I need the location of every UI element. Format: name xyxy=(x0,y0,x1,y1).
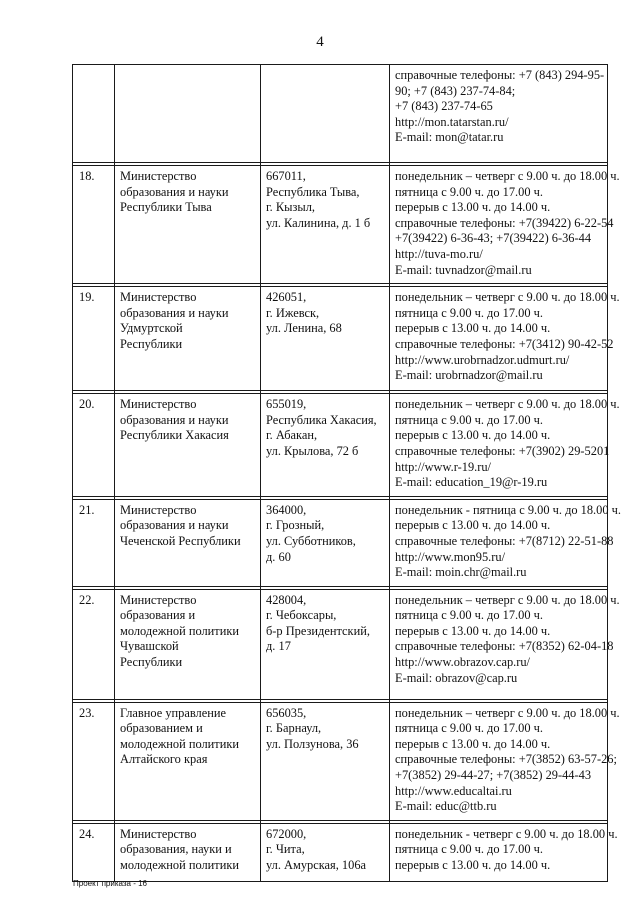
postal-address xyxy=(261,394,390,497)
contact-info-line: пятница с 9.00 ч. до 17.00 ч. xyxy=(395,721,543,736)
organization-name-line: молодежной политики xyxy=(120,623,239,638)
organization-name-line: образования и науки xyxy=(120,518,229,533)
contact-info-line: пятница с 9.00 ч. до 17.00 ч. xyxy=(395,305,543,320)
organization-name-line: Министерство xyxy=(120,592,197,607)
contact-info-line: http://mon.tatarstan.ru/ xyxy=(395,114,509,129)
contact-info-line: http://www.urobrnadzor.udmurt.ru/ xyxy=(395,352,570,367)
contact-info-line: E-mail: urobrnadzor@mail.ru xyxy=(395,368,543,383)
postal-address-line: 426051, xyxy=(266,290,307,305)
contact-info-line: понедельник - четверг с 9.00 ч. до 18.00 ч. xyxy=(395,826,618,841)
postal-address-line: г. Чебоксары, xyxy=(266,608,337,623)
contact-info-line: http://www.r-19.ru/ xyxy=(395,459,491,474)
contact-info xyxy=(390,65,608,163)
footer-note: Проект приказа - 16 xyxy=(73,879,147,888)
organization-name xyxy=(115,823,261,881)
table-body xyxy=(73,65,621,882)
postal-address-line: ул. Субботников, xyxy=(266,533,356,548)
organization-name-line: Республики Тыва xyxy=(120,200,212,215)
table-row xyxy=(73,287,608,391)
contact-info-line: перерыв с 13.00 ч. до 14.00 ч. xyxy=(395,200,551,215)
organization-name-line: образования и науки xyxy=(120,305,229,320)
row-number xyxy=(73,65,115,163)
table-row xyxy=(73,166,608,284)
postal-address-line: 364000, xyxy=(266,502,307,517)
postal-address-line: г. Чита, xyxy=(266,842,305,857)
postal-address-line: 672000, xyxy=(266,826,307,841)
postal-address-line: д. 17 xyxy=(266,639,291,654)
contact-info-line: 90; +7 (843) 237-74-84; xyxy=(395,83,516,98)
contact-info-line: +7 (843) 237-74-65 xyxy=(395,99,493,114)
organization-name-line: Удмуртской xyxy=(120,321,183,336)
postal-address-line: б-р Президентский, xyxy=(266,623,370,638)
organization-name-line: Министерство xyxy=(120,290,197,305)
postal-address-line: ул. Крылова, 72 б xyxy=(266,443,359,458)
organization-name xyxy=(115,394,261,497)
contact-info-line: перерыв с 13.00 ч. до 14.00 ч. xyxy=(395,321,551,336)
contact-info-line: http://www.obrazov.cap.ru/ xyxy=(395,655,530,670)
contact-info-line: справочные телефоны: +7(3412) 90-42-52 xyxy=(395,336,614,351)
contact-info-line: E-mail: educ@ttb.ru xyxy=(395,799,497,814)
contact-info xyxy=(390,823,618,881)
postal-address-line: г. Абакан, xyxy=(266,428,318,443)
table-row xyxy=(73,589,608,699)
postal-address-line: г. Кызыл, xyxy=(266,200,315,215)
organization-name xyxy=(115,287,261,391)
postal-address-line: г. Барнаул, xyxy=(266,721,322,736)
contact-info xyxy=(390,394,620,497)
organization-name-line: Министерство xyxy=(120,502,197,517)
organization-name-line: Республики xyxy=(120,655,183,670)
contact-info-line: понедельник – четверг с 9.00 ч. до 18.00 ч. xyxy=(395,592,620,607)
contact-info-line: E-mail: obrazov@cap.ru xyxy=(395,670,518,685)
contact-info-line: +7(3852) 29-44-27; +7(3852) 29-44-43 xyxy=(395,768,592,783)
contact-info-line: понедельник – четверг с 9.00 ч. до 18.00 ч. xyxy=(395,290,620,305)
organization-name-line: Республики xyxy=(120,336,183,351)
postal-address-line: 655019, xyxy=(266,397,307,412)
row-number: 19. xyxy=(73,287,115,391)
row-number: 23. xyxy=(73,702,115,820)
postal-address-line: г. Ижевск, xyxy=(266,305,320,320)
postal-address-line: 656035, xyxy=(266,705,307,720)
contact-info-line: справочные телефоны: +7(8352) 62-04-18 xyxy=(395,639,614,654)
contact-info-line: перерыв с 13.00 ч. до 14.00 ч. xyxy=(395,736,551,751)
organization-name xyxy=(115,702,261,820)
contact-info xyxy=(390,589,620,699)
postal-address-line: д. 60 xyxy=(266,549,291,564)
organization-name-line: молодежной политики xyxy=(120,858,239,873)
postal-address-line: ул. Калинина, д. 1 б xyxy=(266,215,371,230)
organization-name-line: Чеченской Республики xyxy=(120,533,241,548)
organization-name-line: образования и xyxy=(120,608,196,623)
postal-address-line: г. Грозный, xyxy=(266,518,325,533)
organization-name-line: образования и науки xyxy=(120,412,229,427)
organization-name-line: Чувашской xyxy=(120,639,179,654)
table-row xyxy=(73,823,608,881)
contact-info-line: перерыв с 13.00 ч. до 14.00 ч. xyxy=(395,518,551,533)
contact-info-line: http://www.educaltai.ru xyxy=(395,783,512,798)
postal-address xyxy=(261,823,390,881)
contact-info-line: перерыв с 13.00 ч. до 14.00 ч. xyxy=(395,858,551,873)
page-number: 4 xyxy=(316,34,324,50)
organization-name-line: Главное управление xyxy=(120,705,226,720)
contact-info-line: понедельник - пятница с 9.00 ч. до 18.00 ч. xyxy=(395,502,621,517)
organization-name-line: Министерство xyxy=(120,826,197,841)
contact-info xyxy=(390,287,620,391)
contact-info-line: http://www.mon95.ru/ xyxy=(395,549,506,564)
organization-name-line: Министерство xyxy=(120,169,197,183)
contact-info xyxy=(390,499,621,586)
contact-info-line: пятница с 9.00 ч. до 17.00 ч. xyxy=(395,412,543,427)
contact-info-line: понедельник – четверг с 9.00 ч. до 18.00 ч. xyxy=(395,397,620,412)
postal-address-line: ул. Ленина, 68 xyxy=(266,321,342,336)
table-row xyxy=(73,394,608,497)
table-row xyxy=(73,499,608,586)
contact-info-line: справочные телефоны: +7(39422) 6-22-54 xyxy=(395,215,614,230)
postal-address-line: 428004, xyxy=(266,592,307,607)
postal-address xyxy=(261,702,390,820)
authorities-table xyxy=(72,64,621,882)
row-number: 18. xyxy=(73,166,115,284)
contact-info-line: справочные телефоны: +7 (843) 294-95- xyxy=(395,68,605,82)
postal-address xyxy=(261,287,390,391)
contact-info-line: понедельник – четверг с 9.00 ч. до 18.00 ч. xyxy=(395,169,620,183)
contact-info-line: E-mail: education_19@r-19.ru xyxy=(395,475,548,490)
row-number: 20. xyxy=(73,394,115,497)
organization-name-line: Министерство xyxy=(120,397,197,412)
contact-info xyxy=(390,166,620,284)
postal-address xyxy=(261,65,390,163)
organization-name-line: образования, науки и xyxy=(120,842,232,857)
contact-info-line: http://tuva-mo.ru/ xyxy=(395,246,483,261)
contact-info-line: перерыв с 13.00 ч. до 14.00 ч. xyxy=(395,623,551,638)
organization-name-line: Алтайского края xyxy=(120,752,208,767)
postal-address-line: ул. Ползунова, 36 xyxy=(266,736,359,751)
contact-info-line: справочные телефоны: +7(8712) 22-51-88 xyxy=(395,533,614,548)
contact-info xyxy=(390,702,620,820)
contact-info-line: перерыв с 13.00 ч. до 14.00 ч. xyxy=(395,428,551,443)
organization-name xyxy=(115,65,261,163)
row-number: 24. xyxy=(73,823,115,881)
contact-info-line: +7(39422) 6-36-43; +7(39422) 6-36-44 xyxy=(395,231,592,246)
organization-name-line: образованием и xyxy=(120,721,203,736)
contact-info-line: понедельник – четверг с 9.00 ч. до 18.00 ч. xyxy=(395,705,620,720)
postal-address xyxy=(261,589,390,699)
organization-name-line: Республики Хакасия xyxy=(120,428,229,443)
postal-address-line: Республика Тыва, xyxy=(266,184,360,199)
row-number: 22. xyxy=(73,589,115,699)
postal-address xyxy=(261,166,390,284)
postal-address-line: Республика Хакасия, xyxy=(266,412,377,427)
contact-info-line: пятница с 9.00 ч. до 17.00 ч. xyxy=(395,608,543,623)
organization-name xyxy=(115,499,261,586)
postal-address-line: 667011, xyxy=(266,169,306,183)
table-row xyxy=(73,65,608,163)
row-number: 21. xyxy=(73,499,115,586)
contact-info-line: E-mail: mon@tatar.ru xyxy=(395,130,504,145)
contact-info-line: E-mail: tuvnadzor@mail.ru xyxy=(395,262,532,277)
contact-info-line: справочные телефоны: +7(3902) 29-5201 xyxy=(395,443,610,458)
contact-info-line: пятница с 9.00 ч. до 17.00 ч. xyxy=(395,184,543,199)
contact-info-line: пятница с 9.00 ч. до 17.00 ч. xyxy=(395,842,543,857)
organization-name xyxy=(115,166,261,284)
organization-name-line: молодежной политики xyxy=(120,736,239,751)
postal-address xyxy=(261,499,390,586)
table-row xyxy=(73,702,608,820)
contact-info-line: E-mail: moin.chr@mail.ru xyxy=(395,565,527,580)
postal-address-line: ул. Амурская, 106а xyxy=(266,858,367,873)
organization-name-line: образования и науки xyxy=(120,184,229,199)
contact-info-line: справочные телефоны: +7(3852) 63-57-26; xyxy=(395,752,617,767)
organization-name xyxy=(115,589,261,699)
